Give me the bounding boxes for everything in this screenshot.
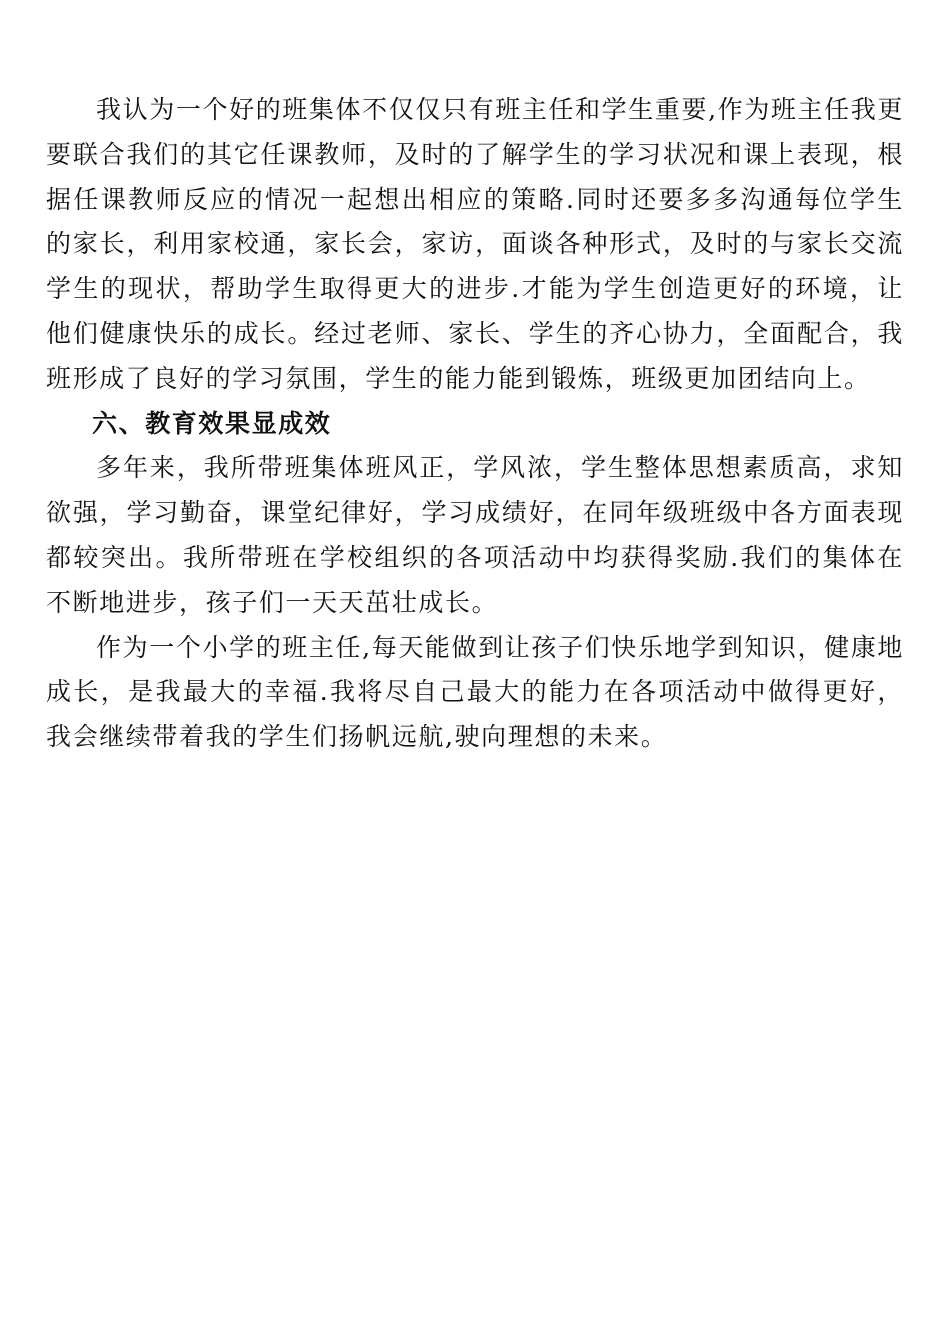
paragraph-conclusion: 作为一个小学的班主任,每天能做到让孩子们快乐地学到知识，健康地成长，是我最大的幸福.我将尽自己最大的能力在各项活动中做得更好，我会继续带着我的学生们扬帆远航,驶向理想的未来。	[46, 632, 904, 752]
paragraph-class-achievements: 多年来，我所带班集体班风正，学风浓，学生整体思想素质高，求知欲强，学习勤奋，课堂纪律好，学习成绩好，在同年级班级中各方面表现都较突出。我所带班在学校组织的各项活动中均获得奖励.我们的集体在不断地进步，孩子们一天天茁壮成长。	[46, 453, 904, 617]
section-heading: 六、教育效果显成效	[92, 408, 332, 438]
paragraph-class-cooperation: 我认为一个好的班集体不仅仅只有班主任和学生重要,作为班主任我更要联合我们的其它任课教师，及时的了解学生的学习状况和课上表现，根据任课教师反应的情况一起想出相应的策略.同时还要多多沟通每位学生的家长，利用家校通，家长会，家访，面谈各种形式，及时的与家长交流学生的现状，帮助学生取得更大的进步.才能为学生创造更好的环境，让他们健康快乐的成长。经过老师、家长、学生的齐心协力，全面配合，我班形成了良好的学习氛围，学生的能力能到锻炼，班级更加团结向上。	[46, 95, 904, 393]
